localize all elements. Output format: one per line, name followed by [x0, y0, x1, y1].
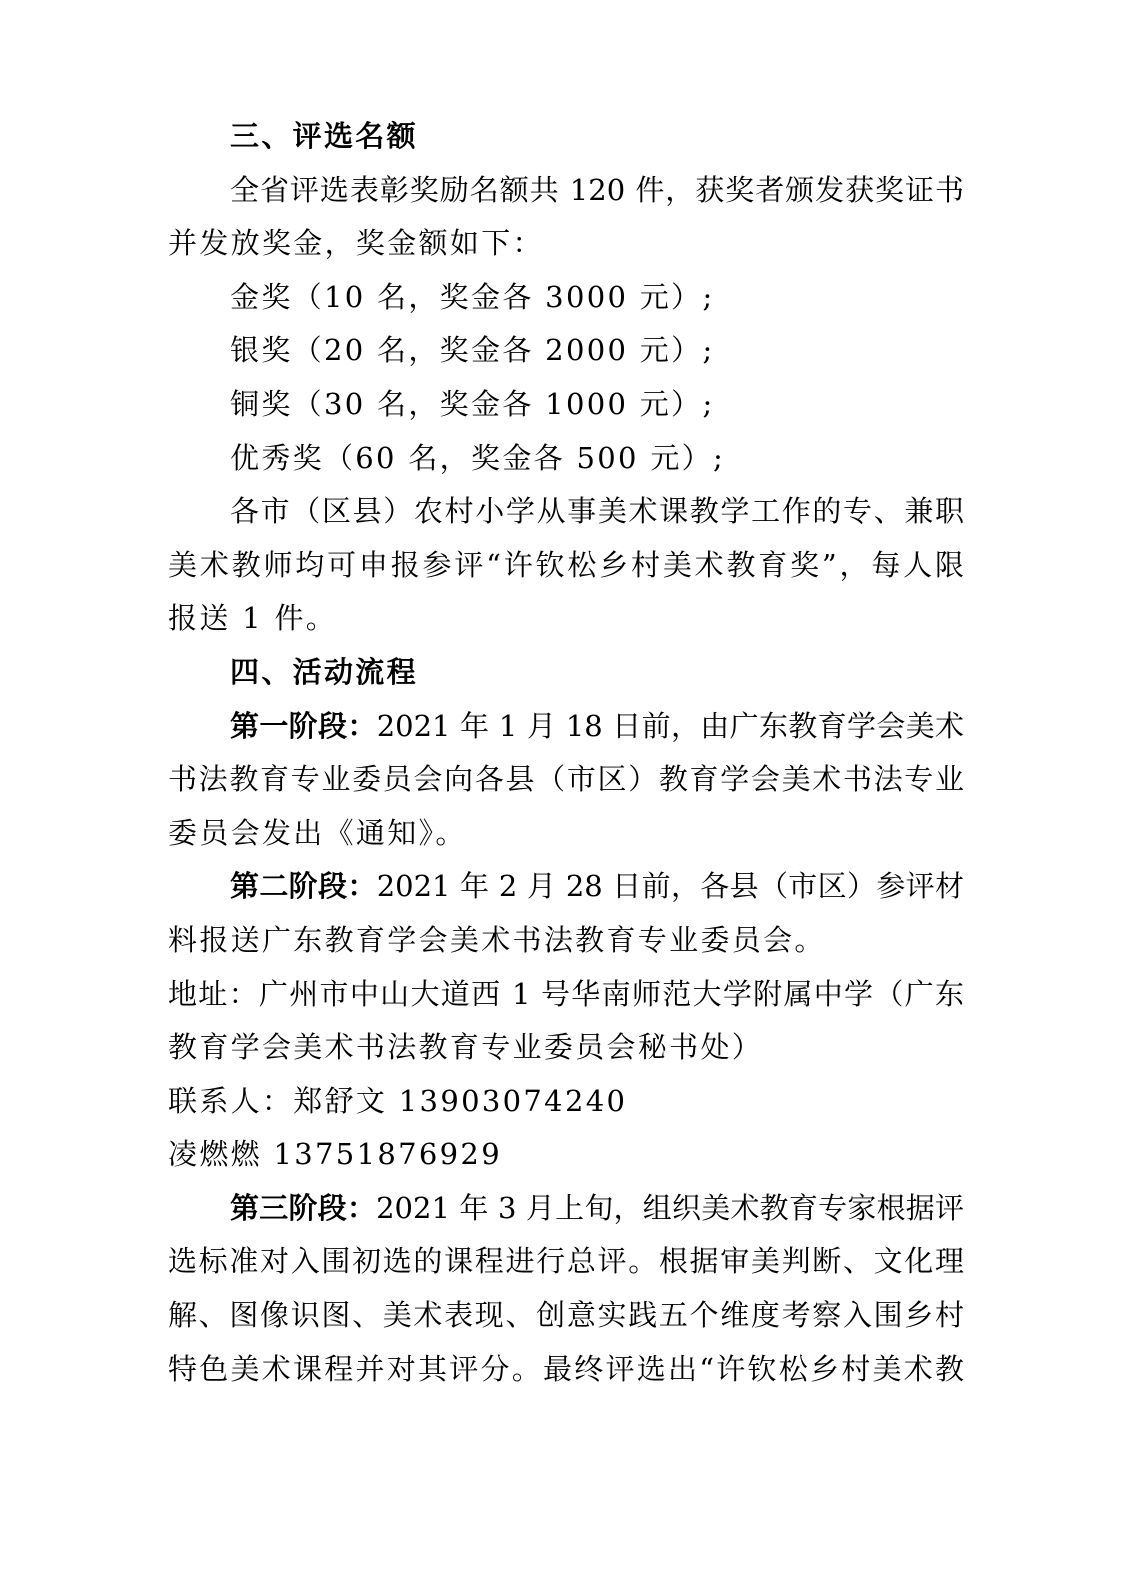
stage3-line [168, 1182, 964, 1236]
paragraph-line: 选标准对入围初选的课程进行总评。根据审美判断、文化理 [168, 1244, 964, 1279]
award-silver: 银奖（20 名，奖金各 2000 元）; [230, 333, 715, 368]
document-page [168, 110, 964, 1396]
award-bronze: 铜奖（30 名，奖金各 1000 元）; [230, 386, 715, 421]
address-line: 教育学会美术书法教育专业委员会秘书处） [168, 1030, 764, 1065]
paragraph-line: 各市（区县）农村小学从事美术课教学工作的专、兼职 [230, 494, 964, 529]
stage2-line [168, 860, 964, 914]
paragraph-line: 美术教师均可申报参评“许钦松乡村美术教育奖”，每人限 [168, 547, 964, 582]
award-gold: 金奖（10 名，奖金各 3000 元）; [230, 279, 715, 314]
paragraph-line: 委员会发出《通知》。 [168, 815, 467, 850]
paragraph-line: 料报送广东教育学会美术书法教育专业委员会。 [168, 922, 826, 957]
stage2-label: 第二阶段： [230, 869, 377, 904]
paragraph-line: 全省评选表彰奖励名额共 120 件，获奖者颁发获奖证书 [230, 172, 964, 207]
section-heading-process: 四、活动流程 [230, 654, 418, 689]
paragraph-line: 特色美术课程并对其评分。最终评选出“许钦松乡村美术教 [168, 1351, 964, 1386]
award-excellence: 优秀奖（60 名，奖金各 500 元）; [230, 440, 726, 475]
stage2-text: 2021 年 2 月 28 日前，各县（市区）参评材 [376, 869, 964, 904]
stage3-label: 第三阶段： [230, 1190, 377, 1225]
stage1-label: 第一阶段： [230, 708, 377, 743]
paragraph-line: 报送 1 件。 [168, 601, 338, 636]
paragraph-line: 并发放奖金，奖金额如下： [168, 226, 544, 261]
section-heading-quota: 三、评选名额 [230, 119, 418, 153]
stage1-text: 2021 年 1 月 18 日前，由广东教育学会美术 [376, 708, 964, 743]
contact-line: 凌燃燃 13751876929 [168, 1137, 502, 1172]
contact-line: 联系人：郑舒文 13903074240 [168, 1083, 628, 1118]
paragraph-line: 解、图像识图、美术表现、创意实践五个维度考察入围乡村 [168, 1298, 964, 1333]
paragraph-line: 书法教育专业委员会向各县（市区）教育学会美术书法专业 [168, 762, 964, 797]
stage3-text: 2021 年 3 月上旬，组织美术教育专家根据评 [376, 1190, 964, 1225]
address-line: 地址：广州市中山大道西 1 号华南师范大学附属中学（广东 [168, 976, 964, 1011]
stage1-line [168, 700, 964, 754]
